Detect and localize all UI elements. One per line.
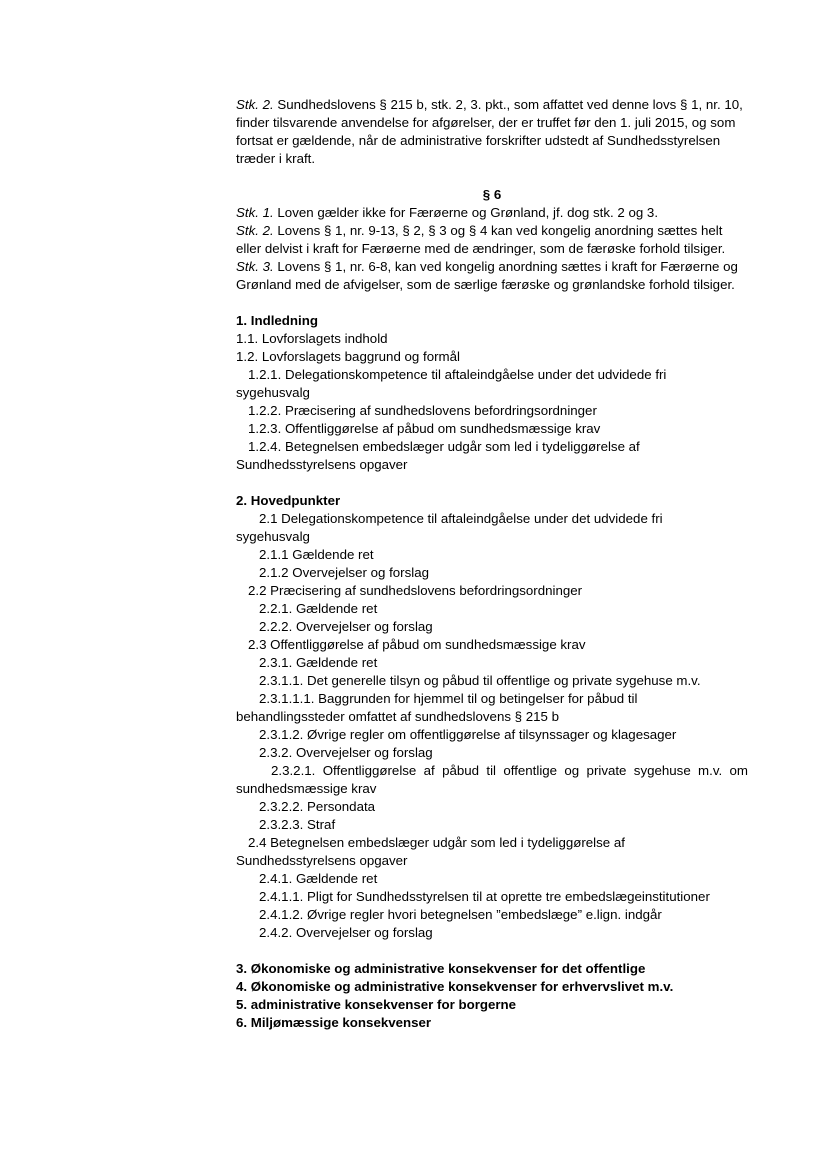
toc-item: 2.3.2.2. Persondata bbox=[259, 799, 376, 814]
toc-item: 2.1.2 Overvejelser og forslag bbox=[259, 565, 429, 580]
toc-item: 2.4 Betegnelsen embedslæger udgår som led i tydeliggørelse af bbox=[248, 835, 625, 850]
stk-label: Stk. 1. bbox=[236, 205, 274, 220]
toc-section-1 bbox=[236, 312, 748, 474]
toc-heading-6: 6. Miljømæssige konsekvenser bbox=[236, 1015, 432, 1030]
stk-text: Lovens § 1, nr. 6-8, kan ved kongelig anordning sættes i kraft for Færøerne og Grønland med de afvigelser, som de særlige færøske og grønlandske forhold tilsiger. bbox=[236, 259, 738, 292]
document-page bbox=[236, 96, 748, 1032]
toc-heading-5: 5. administrative konsekvenser for borgerne bbox=[236, 997, 517, 1012]
toc-item: 2.4.1. Gældende ret bbox=[259, 871, 378, 886]
paragraph-6-stk2 bbox=[236, 222, 748, 258]
stk-label: Stk. 2. bbox=[236, 223, 274, 238]
toc-heading-1: 1. Indledning bbox=[236, 313, 318, 328]
toc-item: 2.1.1 Gældende ret bbox=[259, 547, 374, 562]
toc-item: 2.3.2.1. Offentliggørelse af påbud til offentlige og private sygehuse m.v. om bbox=[271, 763, 748, 778]
toc-item: 2.1 Delegationskompetence til aftaleindgåelse under det udvidede fri bbox=[259, 511, 663, 526]
toc-section-2 bbox=[236, 492, 748, 942]
toc-item: 2.3.1. Gældende ret bbox=[259, 655, 378, 670]
toc-heading-4: 4. Økonomiske og administrative konsekvenser for erhvervslivet m.v. bbox=[236, 979, 674, 994]
paragraph-stk2 bbox=[236, 96, 748, 168]
paragraph-6-stk3 bbox=[236, 258, 748, 294]
toc-item: 2.3.1.1.1. Baggrunden for hjemmel til og betingelser for påbud til bbox=[259, 691, 638, 706]
stk-label: Stk. 3. bbox=[236, 259, 274, 274]
toc-item: 2.3.1.2. Øvrige regler om offentliggørelse af tilsynssager og klagesager bbox=[259, 727, 677, 742]
toc-item-continuation: sygehusvalg bbox=[236, 529, 310, 544]
toc-item-continuation: sundhedsmæssige krav bbox=[236, 781, 377, 796]
toc-item-continuation: behandlingssteder omfattet af sundhedslovens § 215 b bbox=[236, 709, 560, 724]
toc-heading-2: 2. Hovedpunkter bbox=[236, 493, 341, 508]
stk-text: Sundhedslovens § 215 b, stk. 2, 3. pkt., som affattet ved denne lovs § 1, nr. 10, finder tilsvarende anvendelse for afgørelser, der er truffet før den 1. juli 2015, og som fortsat er gældende, når de administrative forskrifter udstedt af Sundhedsstyrelsen træder i kraft. bbox=[236, 97, 743, 166]
toc-item-continuation: sygehusvalg bbox=[236, 385, 310, 400]
toc-heading-3: 3. Økonomiske og administrative konsekvenser for det offentlige bbox=[236, 961, 646, 976]
toc-section-rest bbox=[236, 960, 748, 1032]
toc-item: 1.2.3. Offentliggørelse af påbud om sundhedsmæssige krav bbox=[248, 421, 601, 436]
toc-item: 2.2.1. Gældende ret bbox=[259, 601, 378, 616]
toc-item: 2.4.2. Overvejelser og forslag bbox=[259, 925, 433, 940]
toc-item: 2.2.2. Overvejelser og forslag bbox=[259, 619, 433, 634]
toc-item-continuation: Sundhedsstyrelsens opgaver bbox=[236, 457, 408, 472]
toc-item: 2.3.2. Overvejelser og forslag bbox=[259, 745, 433, 760]
paragraph-6-stk1 bbox=[236, 204, 748, 222]
toc-item-continuation: Sundhedsstyrelsens opgaver bbox=[236, 853, 408, 868]
toc-item: 1.1. Lovforslagets indhold bbox=[236, 331, 388, 346]
stk-text: Lovens § 1, nr. 9-13, § 2, § 3 og § 4 kan ved kongelig anordning sættes helt eller delvist i kraft for Færøerne med de ændringer, som de færøske forhold tilsiger. bbox=[236, 223, 726, 256]
section-heading-6: § 6 bbox=[482, 187, 502, 202]
toc-item: 1.2.1. Delegationskompetence til aftaleindgåelse under det udvidede fri bbox=[248, 367, 667, 382]
toc-item: 1.2.2. Præcisering af sundhedslovens befordringsordninger bbox=[248, 403, 597, 418]
toc-item: 2.2 Præcisering af sundhedslovens befordringsordninger bbox=[248, 583, 583, 598]
toc-item: 2.4.1.2. Øvrige regler hvori betegnelsen ”embedslæge” e.lign. indgår bbox=[259, 907, 662, 922]
toc-item: 2.3.1.1. Det generelle tilsyn og påbud til offentlige og private sygehuse m.v. bbox=[259, 673, 701, 688]
stk-text: Loven gælder ikke for Færøerne og Grønland, jf. dog stk. 2 og 3. bbox=[273, 205, 659, 220]
toc-item: 2.3 Offentliggørelse af påbud om sundhedsmæssige krav bbox=[248, 637, 586, 652]
toc-item: 1.2. Lovforslagets baggrund og formål bbox=[236, 349, 460, 364]
toc-item: 2.3.2.3. Straf bbox=[259, 817, 336, 832]
toc-item: 2.4.1.1. Pligt for Sundhedsstyrelsen til at oprette tre embedslægeinstitutioner bbox=[259, 889, 710, 904]
stk-label: Stk. 2. bbox=[236, 97, 274, 112]
toc-item: 1.2.4. Betegnelsen embedslæger udgår som led i tydeliggørelse af bbox=[248, 439, 640, 454]
